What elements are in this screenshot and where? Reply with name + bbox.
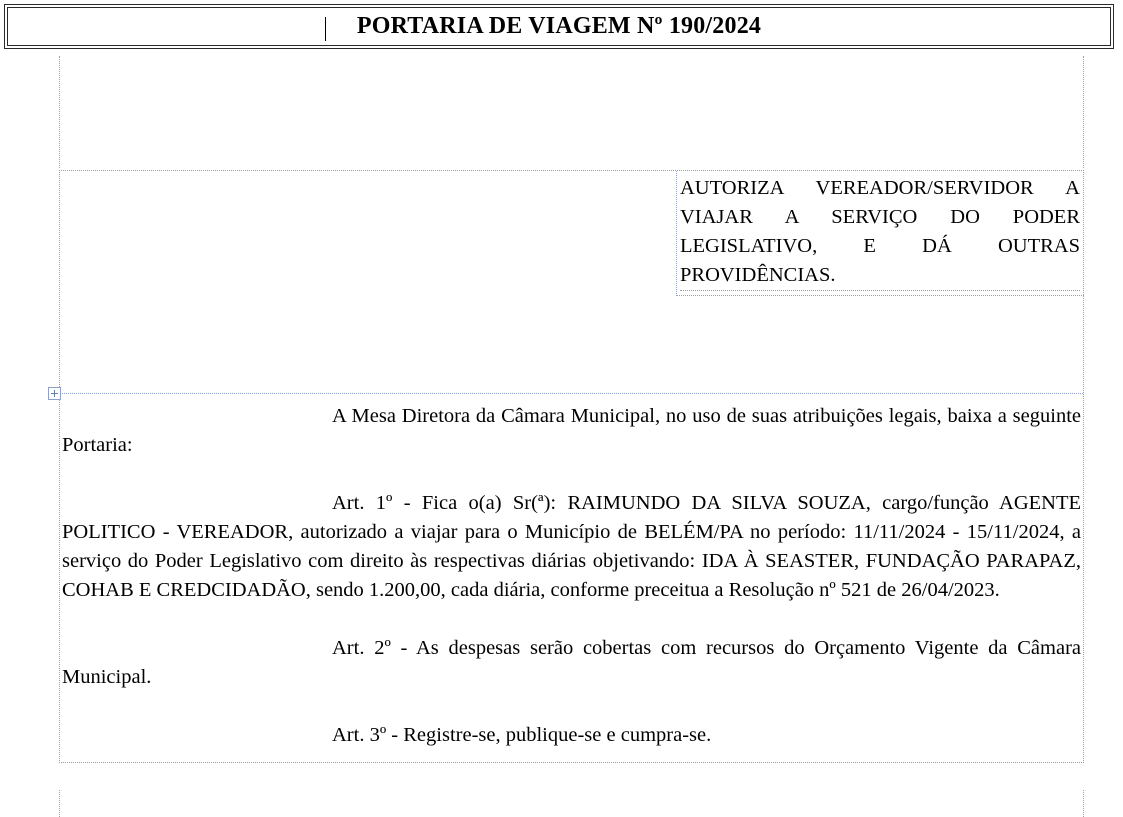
ementa-inner — [680, 174, 1080, 291]
body-text-area — [60, 393, 1083, 762]
paragraph-preambulo — [62, 402, 1081, 460]
document-body — [59, 170, 1084, 763]
paragraph-text: Art. 1º - Fica o(a) Sr(ª): RAIMUNDO DA SILVA SOUZA, cargo/função AGENTE POLITICO - VEREADOR, autorizado a viajar para o Município de BELÉM/PA no período: 11/11/2024 - 15/11/2024, a serviço do Poder Legislativo com direito às respectivas diárias objetivando: IDA À SEASTER, FUNDAÇÃO PARAPAZ, COHAB E CREDCIDADÃO, sendo 1.200,00, cada diária, conforme preceitua a Resolução nº 521 de 26/04/2023. — [62, 492, 1081, 601]
document-title-table — [4, 4, 1114, 49]
paragraph-art-3 — [62, 721, 1081, 750]
paragraph-text: Art. 3º - Registre-se, publique-se e cumpra-se. — [332, 724, 712, 746]
paragraph-art-1 — [62, 489, 1081, 605]
paragraph-art-2 — [62, 634, 1081, 692]
text-boundary-left-bottom — [59, 790, 61, 817]
paragraph-text: Art. 2º - As despesas serão cobertas com recursos do Orçamento Vigente da Câmara Municipal. — [62, 637, 1081, 688]
text-boundary-left-top — [59, 56, 61, 168]
body-bottom-spacer — [62, 750, 1081, 762]
page-title: PORTARIA DE VIAGEM Nº 190/2024 — [356, 13, 762, 39]
ementa-text: AUTORIZA VEREADOR/SERVIDOR A VIAJAR A SERVIÇO DO PODER LEGISLATIVO, E DÁ OUTRAS PROVIDÊNCIAS. — [680, 177, 1080, 286]
document-title-cell — [7, 7, 1111, 46]
paragraph-text: A Mesa Diretora da Câmara Municipal, no uso de suas atribuições legais, baixa a seguinte Portaria: — [62, 405, 1081, 456]
paragraph-spacer — [62, 692, 1081, 721]
ementa-row — [60, 171, 1083, 393]
ementa-cell — [676, 171, 1084, 296]
paragraph-spacer — [62, 460, 1081, 489]
text-boundary-right-top — [1083, 56, 1085, 168]
text-boundary-right-bottom — [1083, 790, 1085, 817]
table-move-handle[interactable] — [48, 387, 61, 400]
body-top-spacer — [62, 394, 1081, 402]
text-cursor — [325, 17, 326, 41]
paragraph-spacer — [62, 605, 1081, 634]
